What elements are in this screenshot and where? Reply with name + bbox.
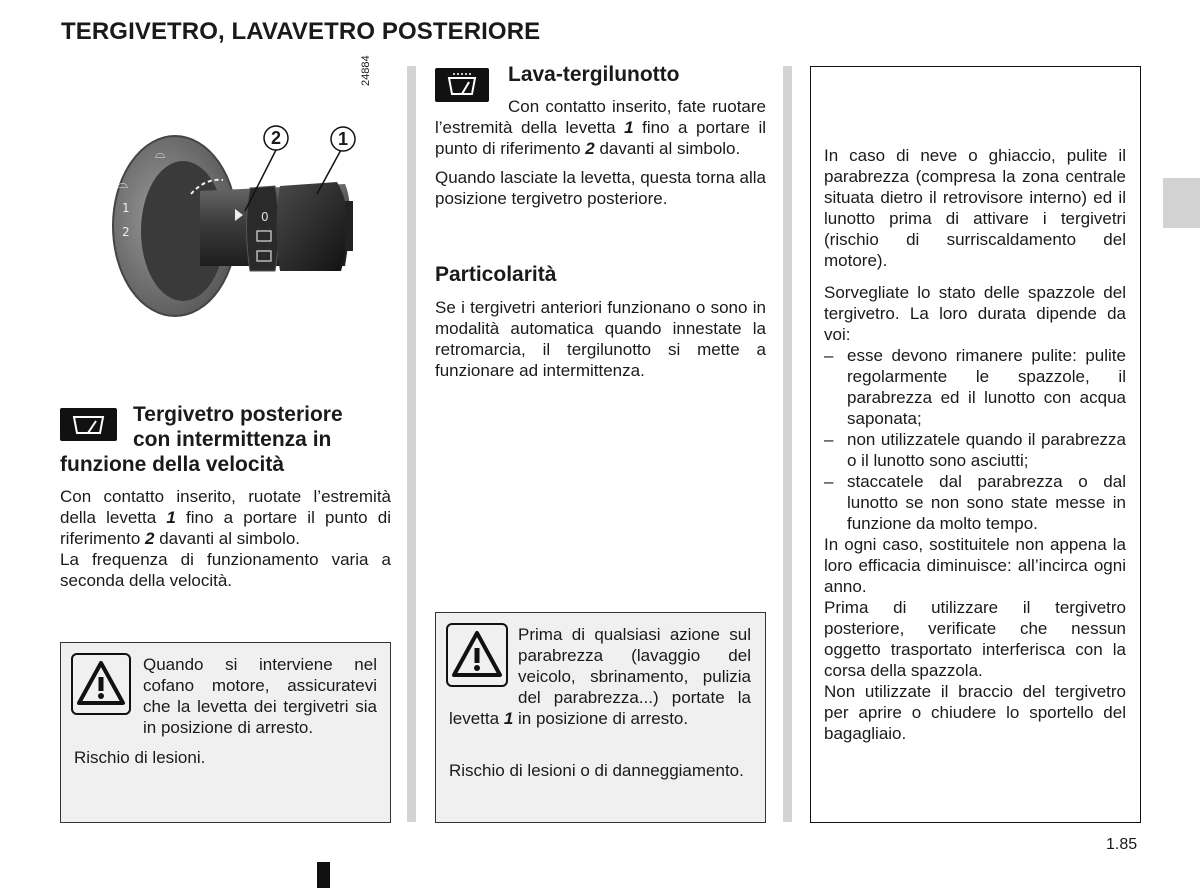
wash-wipe-body	[435, 96, 766, 209]
figure-ref-code: 24884	[360, 55, 372, 86]
page-title: TERGIVETRO, LAVAVETRO POSTERIORE	[61, 18, 541, 45]
column-divider-right	[783, 66, 792, 822]
warning-left-risk: Rischio di lesioni.	[74, 748, 206, 767]
particularities-heading: Particolarità	[435, 263, 557, 286]
svg-text:⌓: ⌓	[117, 176, 129, 192]
column-divider-left	[407, 66, 416, 822]
wiper-stalk-illustration	[105, 66, 390, 326]
warning-middle-risk: Rischio di lesioni o di danneggiamento.	[449, 761, 744, 780]
wash-wipe-paragraph-2: Quando lasciate la levetta, questa torna alla posizione tergivetro posteriore.	[435, 168, 766, 208]
warning-middle-text: Prima di qualsiasi azione sul parabrezza (lavaggio del veicolo, sbrinamento, pulizia del parabrezza...) portate la levetta 1 in posizione di arresto.	[449, 625, 751, 728]
warning-box-left	[60, 642, 391, 823]
svg-text:0: 0	[261, 210, 269, 224]
wash-wipe-paragraph-1: Con contatto inserito, fate ruotare l’estremità della levetta 1 fino a portare il punto di riferimento 2 davanti al simbolo.	[435, 97, 766, 158]
advice-bullet-2: – non utilizzatele quando il parabrezza o il lunotto sono asciutti;	[824, 429, 1126, 471]
rear-wiper-heading-line2: con intermittenza in	[133, 428, 332, 451]
advice-bullet-3: – staccatele dal parabrezza o dal lunotto se non sono state messe in funzione da molto tempo.	[824, 471, 1126, 534]
advice-paragraph-4: Prima di utilizzare il tergivetro posteriore, verificate che nessun oggetto trasportato interferisca con la corsa della spazzola.	[824, 598, 1126, 680]
crop-mark	[317, 862, 330, 888]
svg-text:1: 1	[122, 201, 130, 215]
rear-wiper-paragraph-2: La frequenza di funzionamento varia a seconda della velocità.	[60, 550, 391, 590]
warning-icon-frame-left	[71, 653, 131, 715]
svg-text:2: 2	[122, 225, 130, 239]
warning-left-text: Quando si interviene nel cofano motore, assicuratevi che la levetta dei tergivetri sia in posizione di arresto.	[143, 655, 377, 737]
svg-text:⌓: ⌓	[155, 147, 166, 162]
advice-paragraph-5: Non utilizzate il braccio del tergivetro per aprire o chiudere lo sportello del bagagliaio.	[824, 682, 1126, 743]
page-number: 1.85	[1106, 836, 1138, 853]
warning-box-middle	[435, 612, 766, 823]
advice-paragraph-2: Sorvegliate lo stato delle spazzole del tergivetro. La loro durata dipende da voi:	[824, 283, 1126, 344]
rear-wiper-heading-line3: funzione della velocità	[60, 453, 285, 476]
advice-bullet-1: – esse devono rimanere pulite: pulite regolarmente le spazzole, il parabrezza ed il lunotto con acqua saponata;	[824, 345, 1126, 429]
advice-box-content	[824, 145, 1126, 744]
rear-wiper-body	[60, 486, 391, 591]
advice-paragraph-3: In ogni caso, sostituitele non appena la loro efficacia diminuisce: all’incirca ogni anno.	[824, 535, 1126, 596]
advice-paragraph-1: In caso di neve o ghiaccio, pulite il parabrezza (compresa la zona centrale situata dietro il retrovisore interno) ed il lunotto prima di attivare i tergivetri (rischio di surriscaldamento del motore).	[824, 146, 1126, 270]
callout-number-2: 2	[270, 128, 281, 148]
advice-bullet-list	[824, 345, 1126, 534]
rear-wiper-heading	[60, 402, 390, 477]
section-tab-marker	[1163, 178, 1200, 228]
particularities-text: Se i tergivetri anteriori funzionano o sono in modalità automatica quando innestate la retromarcia, il tergilunotto si mette a funzionare ad intermittenza.	[435, 298, 766, 380]
rear-wiper-heading-line1: Tergivetro posteriore	[133, 403, 343, 426]
wash-wipe-heading: Lava-tergilunotto	[508, 63, 680, 86]
wiper-stalk-figure	[105, 55, 390, 326]
rear-wiper-paragraph-1: Con contatto inserito, ruotate l’estremità della levetta 1 fino a portare il punto di riferimento 2 davanti al simbolo.	[60, 487, 391, 548]
advice-box-right	[810, 66, 1141, 823]
warning-triangle-icon	[73, 655, 129, 713]
callout-number-1: 1	[337, 129, 348, 149]
